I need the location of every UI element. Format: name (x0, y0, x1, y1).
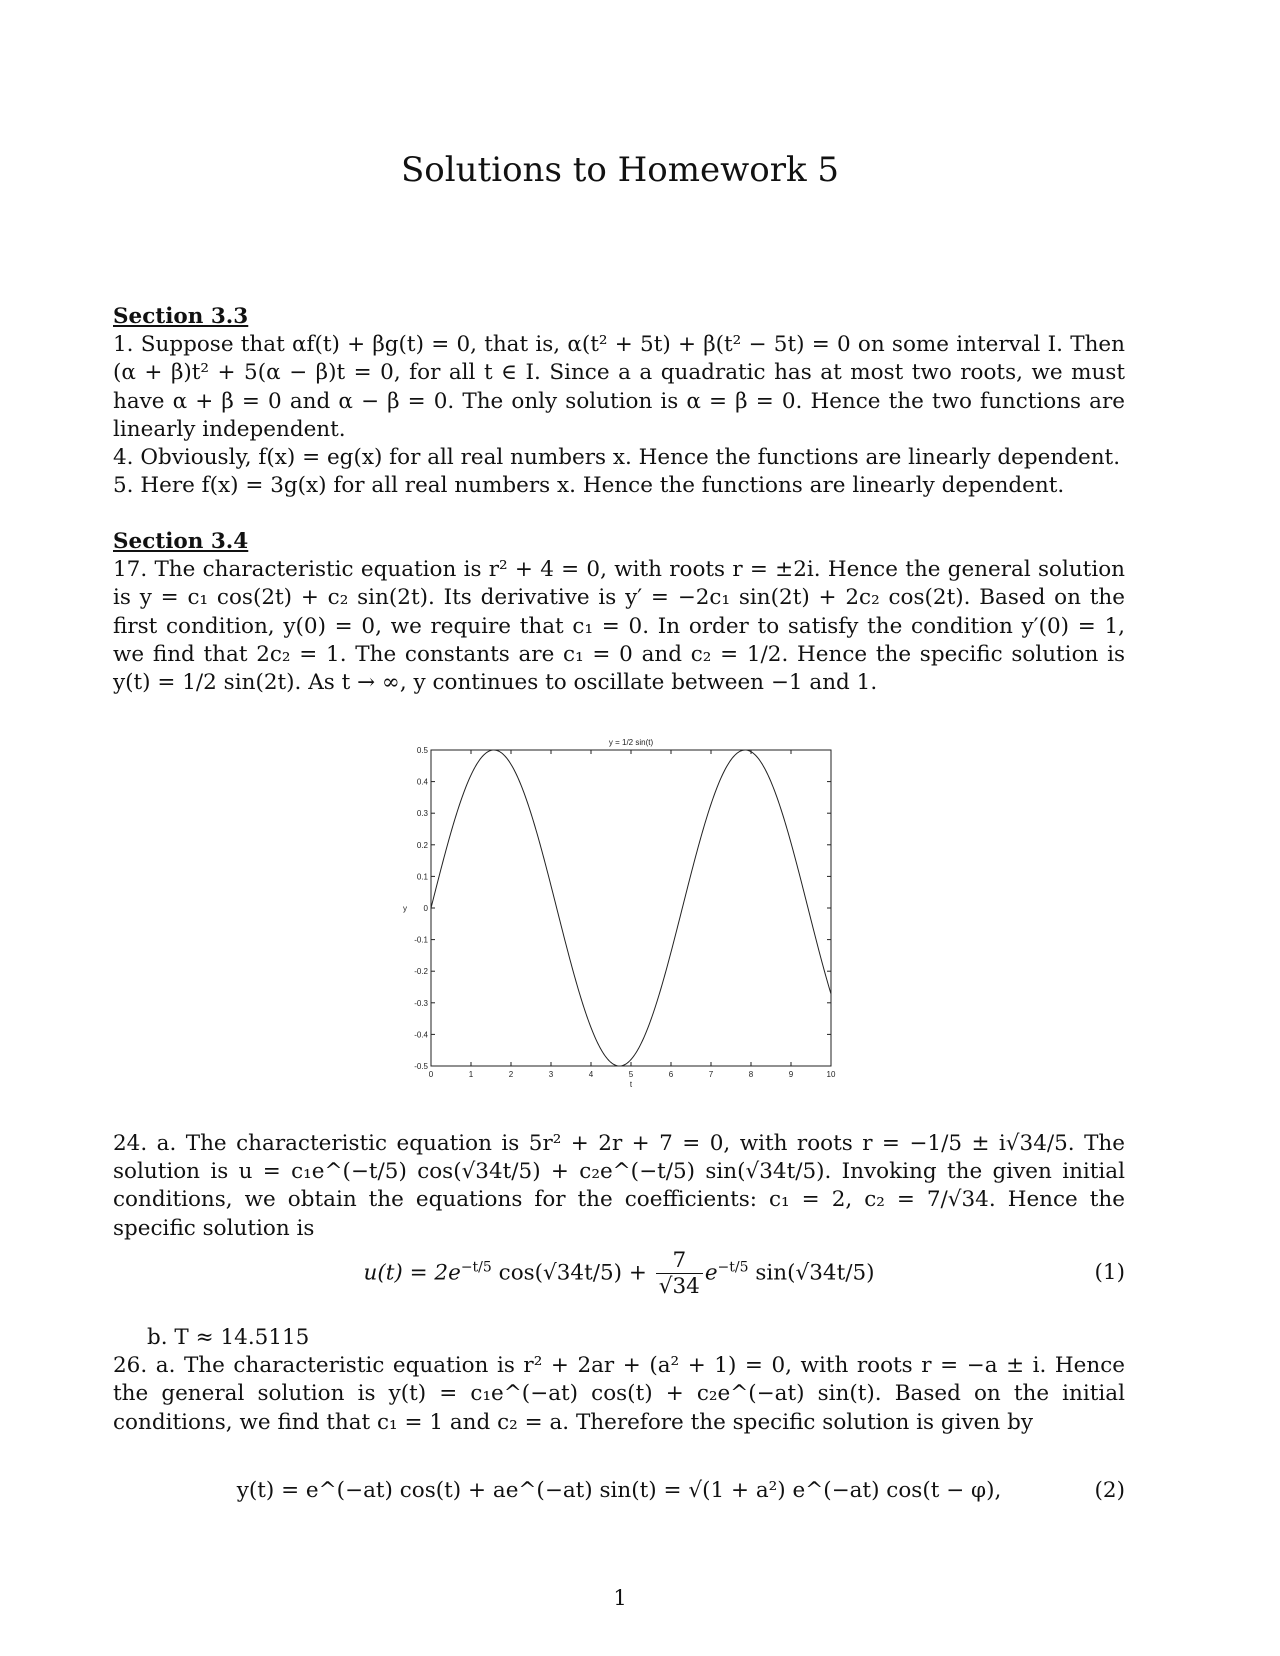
x-tick-label: 1 (468, 1070, 474, 1079)
equation-2-body: y(t) = e^(−at) cos(t) + ae^(−at) sin(t) = √(1 + a²) e^(−at) cos(t − φ), (236, 1478, 1002, 1503)
equation-2 (113, 1478, 1125, 1514)
y-tick-label: -0.4 (414, 1030, 428, 1040)
x-tick-label: 0 (428, 1070, 434, 1079)
series-line (431, 750, 831, 1066)
section-heading: Section 3.3 (113, 304, 249, 329)
x-tick-label: 5 (628, 1070, 634, 1079)
x-tick-label: 7 (708, 1070, 714, 1079)
x-tick-label: 2 (508, 1070, 514, 1079)
x-tick-label: 3 (548, 1070, 554, 1079)
y-tick-label: 0.5 (416, 746, 428, 755)
y-axis-label: y (403, 904, 407, 913)
fraction: $\frac{7}{√34}$ (656, 1248, 703, 1299)
problem-24a-block (113, 1130, 1125, 1243)
x-tick-label: 9 (788, 1070, 794, 1079)
page-title: Solutions to Homework 5 (401, 150, 839, 190)
x-tick-label: 4 (588, 1070, 594, 1079)
y-tick-label: 0.3 (416, 809, 428, 819)
y-tick-label: 0.1 (416, 872, 428, 882)
y-tick-label: -0.2 (414, 967, 428, 977)
section-heading: Section 3.4 (113, 529, 249, 554)
y-tick-label: 0.2 (416, 840, 428, 850)
y-tick-label: -0.1 (414, 935, 428, 945)
equation-tag: (1) (1094, 1260, 1125, 1285)
equation-tag: (2) (1094, 1478, 1125, 1503)
problem-24b: b. T ≈ 14.5115 (147, 1325, 310, 1350)
chart-title: y = 1/2 sin(t) (608, 738, 654, 747)
y-tick-label: -0.3 (414, 998, 428, 1008)
section-3-4 (113, 528, 1125, 697)
section-3-3 (113, 303, 1125, 500)
problem-24a: 24. a. The characteristic equation is 5r² + 2r + 7 = 0, with roots r = −1/5 ± i√34/5. The solution is u = c₁e^(−t/5) cos(√34t/5) + c₂e^(−t/5) sin(√34t/5). Invoking the given initial conditions, we obtain the equations for the coefficients: c₁ = 2, c₂ = 7/√34. Hence the specific solution is (113, 1131, 1125, 1241)
y-tick-label: 0.4 (416, 777, 428, 787)
problem-17: 17. The characteristic equation is r² + 4 = 0, with roots r = ±2i. Hence the general solution is y = c₁ cos(2t) + c₂ sin(2t). Its derivative is y′ = −2c₁ sin(2t) + 2c₂ cos(2t). Based on the first condition, y(0) = 0, we require that c₁ = 0. In order to satisfy the condition y′(0) = 1, we find that 2c₂ = 1. The constants are c₁ = 0 and c₂ = 1/2. Hence the specific solution is y(t) = 1/2 sin(2t). As t → ∞, y continues to oscillate between −1 and 1. (113, 557, 1125, 696)
plot-frame (431, 750, 831, 1066)
x-tick-label: 8 (748, 1070, 754, 1079)
x-tick-label: 10 (826, 1070, 836, 1079)
sine-chart (388, 736, 848, 1096)
problem-24b-26-block (113, 1324, 1125, 1437)
x-axis-label: t (629, 1080, 633, 1089)
problem-4: 4. Obviously, f(x) = eg(x) for all real numbers x. Hence the functions are linearly dependent. (113, 445, 1121, 471)
x-tick-label: 6 (668, 1070, 674, 1079)
problem-26a: 26. a. The characteristic equation is r² + 2ar + (a² + 1) = 0, with roots r = −a ± i. Hence the general solution is y(t) = c₁e^(−at) cos(t) + c₂e^(−at) sin(t). Based on the initial conditions, we find that c₁ = 1 and c₂ = a. Therefore the specific solution is given by (113, 1353, 1125, 1435)
equation-1 (113, 1248, 1125, 1308)
y-tick-label: -0.5 (414, 1062, 428, 1071)
y-tick-label: 0 (423, 904, 428, 913)
problem-5: 5. Here f(x) = 3g(x) for all real numbers x. Hence the functions are linearly dependent. (113, 473, 1065, 499)
problem-1: 1. Suppose that αf(t) + βg(t) = 0, that is, α(t² + 5t) + β(t² − 5t) = 0 on some interval I. Then (α + β)t² + 5(α − β)t = 0, for all t ∈ I. Since a a quadratic has at most two roots, we must have α + β = 0 and α − β = 0. The only solution is α = β = 0. Hence the two functions are linearly independent. (113, 332, 1125, 442)
page-number: 1 (613, 1586, 627, 1610)
equation-1-body: $u(t) = 2e^{-t/5}$ cos(√34t/5) + $\frac{7}{√34}$ $e^{-t/5}$ sin(√34t/5) (363, 1248, 875, 1299)
